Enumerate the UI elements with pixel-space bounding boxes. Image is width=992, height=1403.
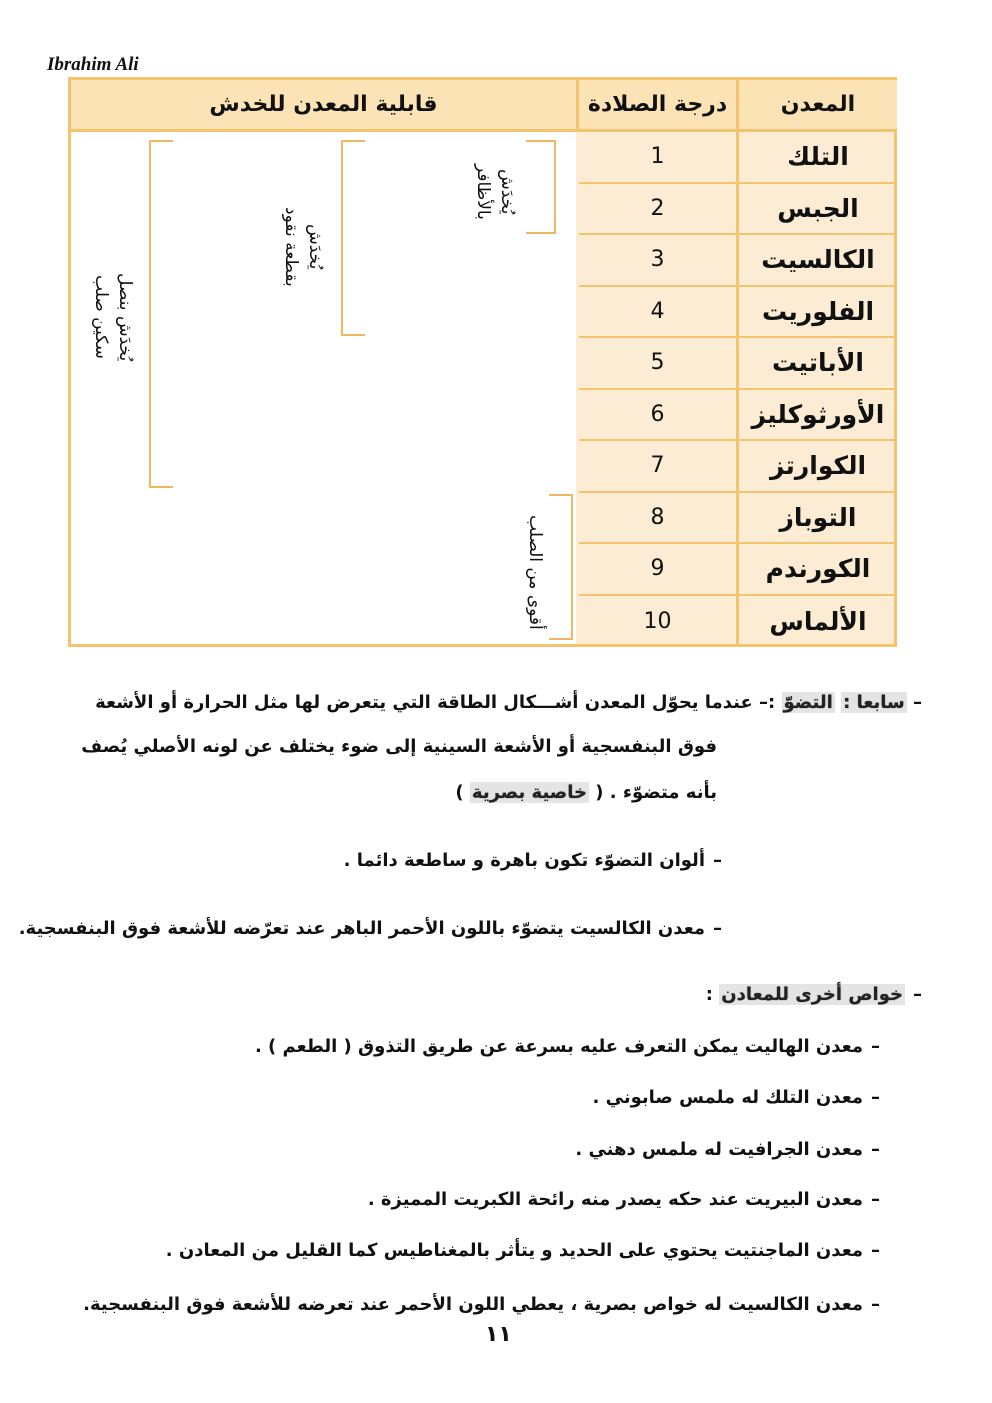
definition-text-3: بأنه متضوّء . ( bbox=[595, 782, 717, 803]
mineral-name: الجبس bbox=[777, 193, 859, 223]
table-row bbox=[579, 287, 897, 339]
hardness-value: 10 bbox=[579, 596, 739, 648]
dash: – bbox=[871, 1036, 880, 1057]
table-row bbox=[579, 184, 897, 236]
mineral-name: الكالسيت bbox=[761, 245, 875, 275]
table-row bbox=[579, 544, 897, 596]
dash: – bbox=[713, 850, 722, 871]
hardness-value: 9 bbox=[579, 544, 739, 594]
list-item bbox=[83, 1294, 880, 1315]
luminescence-line-1 bbox=[62, 680, 922, 726]
hardness-value: 1 bbox=[579, 132, 739, 182]
definition-text-2: فوق البنفسجية أو الأشعة السينية إلى ضوء يختلف عن لونه الأصلي يُصف bbox=[81, 736, 717, 757]
hardness-value: 7 bbox=[579, 441, 739, 491]
bullet-text: ألوان التضوّء تكون باهرة و ساطعة دائما . bbox=[343, 850, 705, 871]
table-row bbox=[579, 338, 897, 390]
hardness-value: 6 bbox=[579, 390, 739, 440]
list-item bbox=[255, 1036, 880, 1057]
item-text: معدن الجرافيت له ملمس دهني . bbox=[575, 1139, 863, 1160]
mineral-name: التوباز bbox=[779, 502, 857, 532]
table-row bbox=[579, 493, 897, 545]
mineral-name: التلك bbox=[787, 142, 849, 172]
bracket-coin bbox=[341, 140, 365, 336]
hardness-value: 8 bbox=[579, 493, 739, 543]
page-number: ١١ bbox=[485, 1322, 512, 1347]
table-row bbox=[579, 390, 897, 442]
list-item bbox=[575, 1139, 880, 1160]
header-mineral: المعدن bbox=[739, 80, 897, 132]
table-row bbox=[579, 441, 897, 493]
hardness-value: 5 bbox=[579, 338, 739, 388]
item-text: معدن البيريت عند حكه يصدر منه رائحة الكبريت المميزة . bbox=[367, 1189, 863, 1210]
header-scratchability: قابلية المعدن للخدش bbox=[71, 80, 579, 132]
optical-property: خاصية بصرية bbox=[471, 782, 587, 803]
dash: – bbox=[913, 984, 922, 1005]
term-luminescence: التضوّ bbox=[783, 692, 833, 713]
mineral-name: الكوارتز bbox=[769, 451, 867, 481]
label-steel: أقوى من الصلب bbox=[525, 514, 545, 630]
definition-text-1: :– عندما يحوّل المعدن أشـــكال الطاقة التي يتعرض لها مثل الحرارة أو الأشعة bbox=[95, 692, 776, 713]
author-name: Ibrahim Ali bbox=[47, 54, 139, 75]
dash: – bbox=[871, 1240, 880, 1261]
dash: – bbox=[871, 1139, 880, 1160]
item-text: معدن الماجنتيت يحتوي على الحديد و يتأثر بالمغناطيس كما القليل من المعادن . bbox=[165, 1240, 863, 1261]
luminescence-line-2 bbox=[57, 724, 717, 770]
scratchability-area bbox=[71, 132, 576, 644]
bracket-knife bbox=[149, 140, 173, 488]
label-fingernail: يُخدَش بالأظافر bbox=[473, 164, 517, 220]
other-props-title: خواص أخرى للمعادن bbox=[721, 984, 903, 1005]
mineral-name: الكورندم bbox=[765, 554, 871, 584]
dash: – bbox=[871, 1294, 880, 1315]
list-item bbox=[344, 850, 722, 871]
dash: – bbox=[913, 692, 922, 713]
mineral-name: الفلوريت bbox=[761, 296, 875, 326]
bracket-steel bbox=[549, 494, 573, 640]
hardness-table bbox=[68, 77, 897, 647]
item-text: معدن الهاليت يمكن التعرف عليه بسرعة عن طريق التذوق ( الطعم ) . bbox=[254, 1036, 863, 1057]
other-props-heading bbox=[706, 984, 922, 1005]
mineral-name: الأورثوكليز bbox=[751, 399, 885, 429]
dash: – bbox=[871, 1189, 880, 1210]
colon: : bbox=[705, 984, 713, 1005]
dash: – bbox=[713, 918, 722, 939]
list-item bbox=[368, 1189, 880, 1210]
bracket-fingernail bbox=[526, 140, 556, 234]
list-item bbox=[19, 918, 722, 939]
luminescence-line-3 bbox=[57, 770, 717, 816]
mineral-name: الألماس bbox=[769, 606, 867, 636]
hardness-value: 2 bbox=[579, 184, 739, 234]
table-row bbox=[579, 596, 897, 648]
header-hardness: درجة الصلادة bbox=[579, 80, 739, 132]
label-knife: يُخدَش بنصل سكين صلب bbox=[91, 272, 135, 362]
label-coin: يُخدَش بقطعة نقود bbox=[281, 207, 325, 287]
section-label: سابعا : bbox=[843, 692, 905, 713]
hardness-value: 4 bbox=[579, 287, 739, 337]
paren-close: ) bbox=[455, 782, 464, 803]
dash: – bbox=[871, 1087, 880, 1108]
mineral-name: الأباتيت bbox=[771, 348, 865, 378]
table-row bbox=[579, 132, 897, 184]
bullet-text: معدن الكالسيت يتضوّء باللون الأحمر الباهر عند تعرّضه للأشعة فوق البنفسجية. bbox=[18, 918, 705, 939]
item-text: معدن الكالسيت له خواص بصرية ، يعطي اللون الأحمر عند تعرضه للأشعة فوق البنفسجية. bbox=[83, 1294, 863, 1315]
item-text: معدن التلك له ملمس صابوني . bbox=[592, 1087, 863, 1108]
table-row bbox=[579, 235, 897, 287]
list-item bbox=[166, 1240, 880, 1261]
hardness-value: 3 bbox=[579, 235, 739, 285]
list-item bbox=[593, 1087, 880, 1108]
